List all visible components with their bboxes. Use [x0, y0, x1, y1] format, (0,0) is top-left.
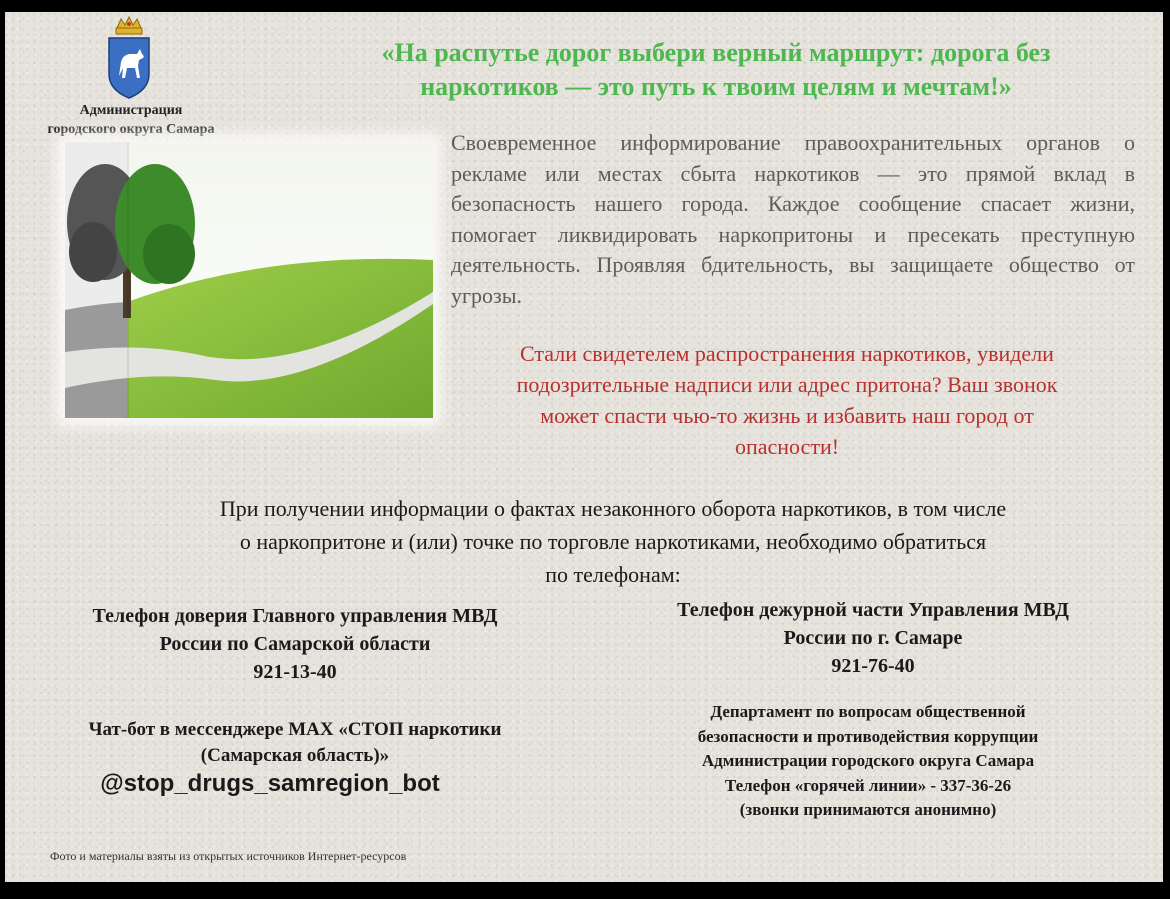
alert-message: [467, 338, 1107, 462]
contact-title-line: России по Самарской области: [159, 633, 431, 655]
alert-line: подозрительные надписи или адрес притона? Ваш звонок: [516, 372, 1058, 397]
phone-number: 921-13-40: [253, 661, 337, 683]
hotline-u-mvd-samara: [623, 596, 1123, 680]
department-line: безопасности и противодействия коррупции: [697, 726, 1039, 746]
slogan: [325, 36, 1107, 104]
contact-title-line: Телефон дежурной части Управления МВД: [677, 599, 1069, 621]
slogan-line-2: наркотиков — это путь к твоим целям и мечтам!»: [420, 72, 1012, 101]
phone-number: 921-76-40: [831, 655, 915, 677]
hotline-gu-mvd: [30, 602, 560, 686]
administration-name: [25, 101, 237, 139]
admin-line-1: Администрация: [79, 103, 183, 118]
info-paragraph: Своевременное информирование правоохранительных органов о рекламе или местах сбыта наркотиков — это прямой вклад в безопасность нашего города. Каждое сообщение спасает жизни, помогает ликвидировать наркопритоны и пресекать преступную деятельность. Проявляя бдительность, вы защищаете общество от угрозы.: [451, 130, 1135, 308]
alert-line: может спасти чью-то жизнь и избавить наш город от: [540, 403, 1034, 428]
slogan-line-1: «На распутье дорог выбери верный маршрут: дорога без: [381, 38, 1051, 67]
instruction: [133, 492, 1093, 591]
instruction-line: При получении информации о фактах незаконного оборота наркотиков, в том числе: [219, 496, 1007, 521]
chatbot-handle: @stop_drugs_samregion_bot: [100, 770, 440, 797]
department-hotline: [625, 700, 1111, 823]
samara-coat-of-arms-icon: [105, 16, 153, 100]
alert-line: опасности!: [734, 434, 840, 459]
photo-credit: Фото и материалы взяты из открытых источников Интернет-ресурсов: [50, 849, 407, 863]
chatbot-info: [30, 717, 560, 769]
department-line: (звонки принимаются анонимно): [739, 800, 997, 819]
contact-title-line: Телефон доверия Главного управления МВД: [92, 605, 498, 627]
chatbot-line: (Самарская область)»: [200, 745, 390, 766]
department-line: Администрации городского округа Самара: [701, 751, 1035, 770]
chatbot-line: Чат-бот в мессенджере MAX «СТОП наркотики: [88, 719, 502, 740]
poster: [5, 12, 1163, 882]
department-line: Департамент по вопросам общественной: [710, 702, 1026, 721]
instruction-line: по телефонам:: [545, 562, 681, 587]
alert-line: Стали свидетелем распространения наркотиков, увидели: [520, 341, 1054, 366]
instruction-line: о наркопритоне и (или) точке по торговле наркотиками, необходимо обратиться: [239, 529, 987, 554]
tree-road-illustration: [65, 142, 433, 418]
contact-title-line: России по г. Самаре: [783, 627, 963, 649]
admin-line-2: городского округа Самара: [47, 122, 215, 137]
department-line: Телефон «горячей линии» - 337-36-26: [724, 775, 1012, 795]
